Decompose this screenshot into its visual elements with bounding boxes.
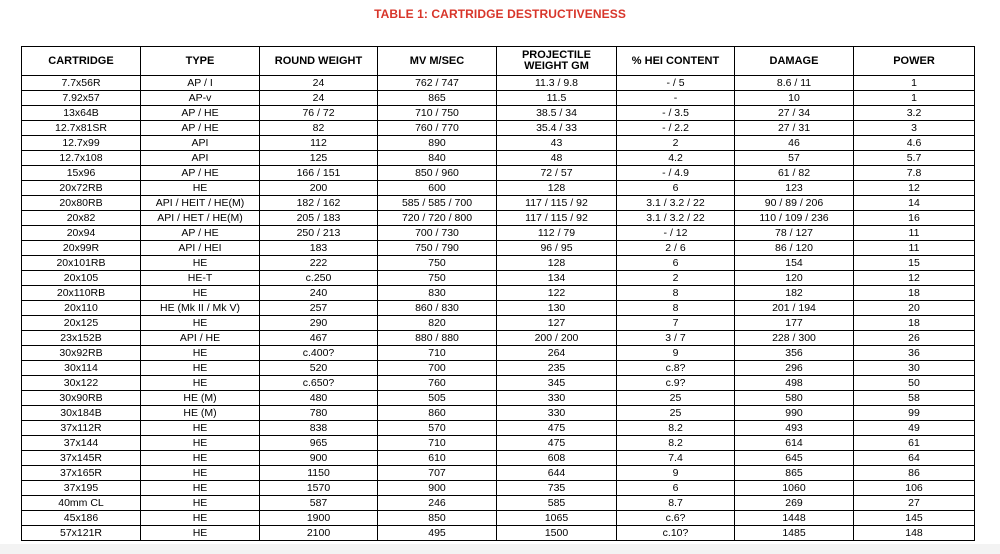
cell-round-weight: 240 [260,286,378,301]
table-row [22,331,975,346]
cell-hei-content: 6 [617,181,735,196]
col-header-damage: DAMAGE [735,47,854,76]
cell-damage: 57 [735,151,854,166]
cell-hei-content: 9 [617,466,735,481]
cell-power: 18 [854,286,975,301]
table-row [22,511,975,526]
cell-hei-content: - [617,91,735,106]
cell-round-weight: 166 / 151 [260,166,378,181]
cell-hei-content: c.8? [617,361,735,376]
cell-mv: 585 / 585 / 700 [378,196,497,211]
cell-projectile-weight: 128 [497,181,617,196]
cell-type: HE [141,421,260,436]
cell-damage: 228 / 300 [735,331,854,346]
table-row [22,181,975,196]
cell-mv: 820 [378,316,497,331]
cell-type: AP / I [141,76,260,91]
cell-projectile-weight: 38.5 / 34 [497,106,617,121]
cell-hei-content: 25 [617,406,735,421]
cell-mv: 610 [378,451,497,466]
cell-mv: 880 / 880 [378,331,497,346]
cell-mv: 246 [378,496,497,511]
cell-damage: 123 [735,181,854,196]
cell-round-weight: 125 [260,151,378,166]
cell-projectile-weight: 608 [497,451,617,466]
table-row [22,271,975,286]
cell-cartridge: 7.92x57 [22,91,141,106]
cell-type: AP / HE [141,166,260,181]
cell-power: 30 [854,361,975,376]
cell-damage: 1060 [735,481,854,496]
cell-hei-content: 8.7 [617,496,735,511]
cell-mv: 840 [378,151,497,166]
cell-power: 106 [854,481,975,496]
cell-damage: 645 [735,451,854,466]
cell-hei-content: 4.2 [617,151,735,166]
table-row [22,106,975,121]
cell-hei-content: 7.4 [617,451,735,466]
cell-projectile-weight: 127 [497,316,617,331]
cell-round-weight: 257 [260,301,378,316]
cell-type: API / HEIT / HE(M) [141,196,260,211]
cell-cartridge: 37x195 [22,481,141,496]
cell-power: 7.8 [854,166,975,181]
cell-type: HE [141,526,260,541]
cell-cartridge: 20x125 [22,316,141,331]
col-header-projectile-weight: PROJECTILE WEIGHT GM [497,47,617,76]
cell-projectile-weight: 117 / 115 / 92 [497,211,617,226]
cell-round-weight: 900 [260,451,378,466]
cell-cartridge: 45x186 [22,511,141,526]
cell-round-weight: 76 / 72 [260,106,378,121]
cell-hei-content: 2 / 6 [617,241,735,256]
col-header-cartridge: CARTRIDGE [22,47,141,76]
col-header-hei-content: % HEI CONTENT [617,47,735,76]
col-header-power: POWER [854,47,975,76]
cell-power: 86 [854,466,975,481]
cell-cartridge: 20x94 [22,226,141,241]
cell-cartridge: 40mm CL [22,496,141,511]
cell-damage: 8.6 / 11 [735,76,854,91]
cell-cartridge: 12.7x108 [22,151,141,166]
cell-mv: 760 / 770 [378,121,497,136]
cell-mv: 700 / 730 [378,226,497,241]
cell-power: 99 [854,406,975,421]
cell-hei-content: c.6? [617,511,735,526]
cell-damage: 90 / 89 / 206 [735,196,854,211]
cell-round-weight: 587 [260,496,378,511]
cell-hei-content: 6 [617,256,735,271]
cell-power: 5.7 [854,151,975,166]
cell-mv: 710 [378,436,497,451]
cell-power: 49 [854,421,975,436]
cell-round-weight: 838 [260,421,378,436]
cell-hei-content: 2 [617,271,735,286]
cell-round-weight: 965 [260,436,378,451]
cell-mv: 570 [378,421,497,436]
cell-cartridge: 57x121R [22,526,141,541]
cell-type: HE (M) [141,406,260,421]
cell-round-weight: c.650? [260,376,378,391]
cell-damage: 27 / 34 [735,106,854,121]
cell-power: 36 [854,346,975,361]
cell-mv: 860 / 830 [378,301,497,316]
cell-projectile-weight: 11.5 [497,91,617,106]
cell-projectile-weight: 475 [497,421,617,436]
cell-damage: 78 / 127 [735,226,854,241]
cell-cartridge: 30x92RB [22,346,141,361]
table-row [22,76,975,91]
cell-hei-content: 9 [617,346,735,361]
cell-hei-content: 8.2 [617,421,735,436]
cell-damage: 177 [735,316,854,331]
cell-projectile-weight: 475 [497,436,617,451]
cell-projectile-weight: 128 [497,256,617,271]
cell-type: AP / HE [141,106,260,121]
cell-mv: 710 [378,346,497,361]
cell-hei-content: 8 [617,301,735,316]
cell-round-weight: 780 [260,406,378,421]
cell-cartridge: 20x110 [22,301,141,316]
cell-type: HE [141,466,260,481]
cell-power: 16 [854,211,975,226]
cell-damage: 120 [735,271,854,286]
cell-cartridge: 37x145R [22,451,141,466]
cell-type: API / HE [141,331,260,346]
cell-type: AP / HE [141,121,260,136]
cell-power: 64 [854,451,975,466]
col-header-mv: MV M/SEC [378,47,497,76]
cell-type: API / HEI [141,241,260,256]
cell-cartridge: 20x99R [22,241,141,256]
cell-hei-content: 3.1 / 3.2 / 22 [617,211,735,226]
cell-hei-content: 25 [617,391,735,406]
cell-damage: 61 / 82 [735,166,854,181]
cell-power: 1 [854,91,975,106]
cell-projectile-weight: 117 / 115 / 92 [497,196,617,211]
cell-mv: 762 / 747 [378,76,497,91]
cell-type: HE [141,451,260,466]
cell-damage: 110 / 109 / 236 [735,211,854,226]
table-row [22,91,975,106]
cell-projectile-weight: 134 [497,271,617,286]
table-title: TABLE 1: CARTRIDGE DESTRUCTIVENESS [374,7,626,21]
table-row [22,376,975,391]
cell-projectile-weight: 35.4 / 33 [497,121,617,136]
cell-damage: 154 [735,256,854,271]
cell-round-weight: 205 / 183 [260,211,378,226]
cell-hei-content: c.10? [617,526,735,541]
cell-damage: 269 [735,496,854,511]
table-row [22,466,975,481]
table-row [22,121,975,136]
cell-power: 14 [854,196,975,211]
cell-mv: 750 [378,256,497,271]
cell-cartridge: 20x82 [22,211,141,226]
cell-mv: 707 [378,466,497,481]
cell-type: HE [141,376,260,391]
cell-round-weight: 520 [260,361,378,376]
cell-projectile-weight: 130 [497,301,617,316]
cell-type: API [141,151,260,166]
cell-power: 27 [854,496,975,511]
cell-type: HE-T [141,271,260,286]
cell-type: HE [141,436,260,451]
cell-cartridge: 12.7x99 [22,136,141,151]
table-row [22,346,975,361]
cell-cartridge: 20x105 [22,271,141,286]
cell-damage: 182 [735,286,854,301]
cell-round-weight: 222 [260,256,378,271]
cell-type: HE [141,256,260,271]
cell-cartridge: 20x101RB [22,256,141,271]
table-row [22,481,975,496]
cell-cartridge: 12.7x81SR [22,121,141,136]
cell-hei-content: c.9? [617,376,735,391]
cell-damage: 493 [735,421,854,436]
cell-round-weight: 480 [260,391,378,406]
cell-damage: 498 [735,376,854,391]
cell-power: 26 [854,331,975,346]
cell-power: 15 [854,256,975,271]
cell-damage: 1485 [735,526,854,541]
cell-hei-content: 3 / 7 [617,331,735,346]
cell-round-weight: 467 [260,331,378,346]
cell-projectile-weight: 264 [497,346,617,361]
cell-round-weight: 24 [260,91,378,106]
cell-round-weight: 1570 [260,481,378,496]
cell-round-weight: c.400? [260,346,378,361]
cell-mv: 850 [378,511,497,526]
cell-mv: 495 [378,526,497,541]
cell-round-weight: 250 / 213 [260,226,378,241]
cell-damage: 10 [735,91,854,106]
cell-cartridge: 37x165R [22,466,141,481]
cell-mv: 850 / 960 [378,166,497,181]
table-row [22,151,975,166]
cell-round-weight: 1150 [260,466,378,481]
cell-projectile-weight: 112 / 79 [497,226,617,241]
table-row [22,526,975,541]
table-row [22,421,975,436]
table-row [22,256,975,271]
cell-power: 3.2 [854,106,975,121]
cell-power: 12 [854,181,975,196]
cell-type: HE [141,346,260,361]
cell-hei-content: 7 [617,316,735,331]
table-row [22,451,975,466]
cell-power: 148 [854,526,975,541]
cell-mv: 860 [378,406,497,421]
cell-power: 20 [854,301,975,316]
cell-mv: 750 [378,271,497,286]
cell-power: 11 [854,226,975,241]
cell-cartridge: 30x122 [22,376,141,391]
table-row [22,211,975,226]
cell-hei-content: 3.1 / 3.2 / 22 [617,196,735,211]
cell-projectile-weight: 1500 [497,526,617,541]
cell-cartridge: 30x90RB [22,391,141,406]
cell-damage: 86 / 120 [735,241,854,256]
cell-type: HE [141,361,260,376]
cell-type: HE [141,496,260,511]
table-row [22,496,975,511]
cell-power: 145 [854,511,975,526]
cell-type: HE [141,481,260,496]
cell-cartridge: 37x112R [22,421,141,436]
cell-round-weight: 200 [260,181,378,196]
table-body [22,76,975,541]
cell-projectile-weight: 122 [497,286,617,301]
cell-mv: 600 [378,181,497,196]
table-row [22,406,975,421]
cell-projectile-weight: 48 [497,151,617,166]
cell-mv: 890 [378,136,497,151]
cell-projectile-weight: 235 [497,361,617,376]
cell-type: API [141,136,260,151]
cell-type: HE [141,181,260,196]
cell-mv: 505 [378,391,497,406]
cell-projectile-weight: 11.3 / 9.8 [497,76,617,91]
cell-projectile-weight: 585 [497,496,617,511]
cell-mv: 830 [378,286,497,301]
cell-hei-content: 8.2 [617,436,735,451]
cell-round-weight: 112 [260,136,378,151]
cell-damage: 580 [735,391,854,406]
table-row [22,436,975,451]
cell-hei-content: - / 5 [617,76,735,91]
cell-hei-content: 2 [617,136,735,151]
cell-type: HE (M) [141,391,260,406]
cell-projectile-weight: 330 [497,391,617,406]
cell-power: 50 [854,376,975,391]
cell-type: HE [141,286,260,301]
cell-round-weight: 183 [260,241,378,256]
cell-power: 58 [854,391,975,406]
cell-hei-content: 6 [617,481,735,496]
cell-power: 11 [854,241,975,256]
cell-type: HE [141,316,260,331]
cell-power: 12 [854,271,975,286]
cell-round-weight: c.250 [260,271,378,286]
cell-mv: 865 [378,91,497,106]
cell-mv: 710 / 750 [378,106,497,121]
cell-damage: 1448 [735,511,854,526]
cell-damage: 27 / 31 [735,121,854,136]
cell-cartridge: 30x184B [22,406,141,421]
cell-mv: 700 [378,361,497,376]
table-row [22,316,975,331]
cell-hei-content: - / 4.9 [617,166,735,181]
table-row [22,361,975,376]
cell-projectile-weight: 330 [497,406,617,421]
cell-cartridge: 20x72RB [22,181,141,196]
cell-hei-content: - / 12 [617,226,735,241]
cell-type: AP / HE [141,226,260,241]
col-header-round-weight: ROUND WEIGHT [260,47,378,76]
cartridge-table [21,46,975,541]
cell-mv: 900 [378,481,497,496]
header-row [22,47,975,76]
cell-projectile-weight: 96 / 95 [497,241,617,256]
cell-projectile-weight: 200 / 200 [497,331,617,346]
cell-round-weight: 290 [260,316,378,331]
bottom-strip [0,544,1000,554]
cell-power: 61 [854,436,975,451]
cell-cartridge: 37x144 [22,436,141,451]
table-row [22,391,975,406]
cell-projectile-weight: 644 [497,466,617,481]
table-row [22,136,975,151]
cell-mv: 750 / 790 [378,241,497,256]
table-row [22,166,975,181]
table-row [22,196,975,211]
cell-damage: 356 [735,346,854,361]
cell-hei-content: - / 3.5 [617,106,735,121]
table-row [22,301,975,316]
table-row [22,241,975,256]
cell-damage: 46 [735,136,854,151]
cell-projectile-weight: 345 [497,376,617,391]
cell-round-weight: 82 [260,121,378,136]
cell-power: 4.6 [854,136,975,151]
table-row [22,226,975,241]
cell-round-weight: 24 [260,76,378,91]
cell-hei-content: - / 2.2 [617,121,735,136]
cell-power: 1 [854,76,975,91]
cell-power: 18 [854,316,975,331]
cell-projectile-weight: 43 [497,136,617,151]
cell-type: HE (Mk II / Mk V) [141,301,260,316]
cell-cartridge: 20x80RB [22,196,141,211]
cell-projectile-weight: 1065 [497,511,617,526]
cell-projectile-weight: 72 / 57 [497,166,617,181]
cell-damage: 990 [735,406,854,421]
cell-cartridge: 30x114 [22,361,141,376]
col-header-type: TYPE [141,47,260,76]
cell-mv: 720 / 720 / 800 [378,211,497,226]
cell-round-weight: 1900 [260,511,378,526]
cell-damage: 865 [735,466,854,481]
cell-type: HE [141,511,260,526]
cell-cartridge: 15x96 [22,166,141,181]
cell-hei-content: 8 [617,286,735,301]
cell-damage: 614 [735,436,854,451]
cell-round-weight: 2100 [260,526,378,541]
cell-cartridge: 23x152B [22,331,141,346]
cell-type: API / HET / HE(M) [141,211,260,226]
cell-mv: 760 [378,376,497,391]
cell-round-weight: 182 / 162 [260,196,378,211]
cell-cartridge: 13x64B [22,106,141,121]
cell-cartridge: 20x110RB [22,286,141,301]
cell-damage: 296 [735,361,854,376]
cell-projectile-weight: 735 [497,481,617,496]
cell-power: 3 [854,121,975,136]
cell-cartridge: 7.7x56R [22,76,141,91]
cell-damage: 201 / 194 [735,301,854,316]
table-row [22,286,975,301]
cell-type: AP-v [141,91,260,106]
